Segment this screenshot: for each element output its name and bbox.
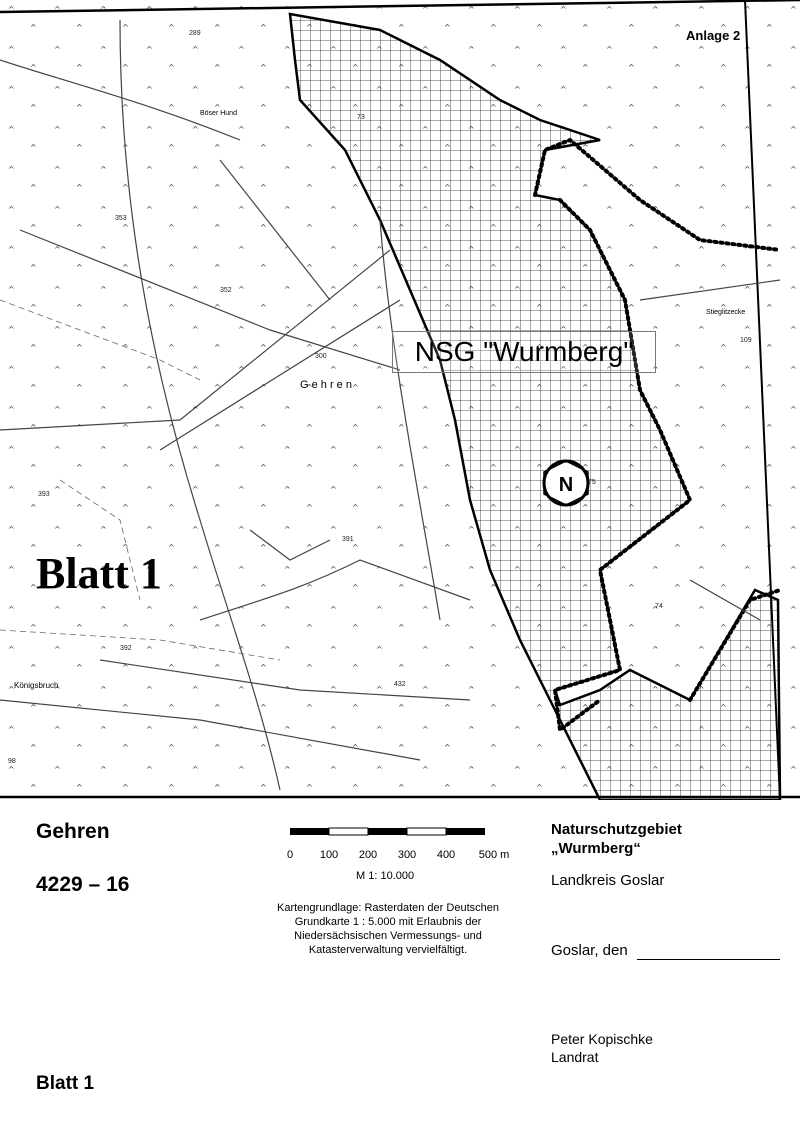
location-name: Gehren [36, 820, 110, 843]
sheet-label: Blatt 1 [36, 1073, 95, 1094]
elevation-label: 98 [8, 758, 16, 765]
scale-tick: 100 [319, 849, 339, 861]
nsg-title-line2: „Wurmberg“ [551, 840, 641, 857]
source-note: Kartengrundlage: Rasterdaten der Deutschen Grundkarte 1 : 5.000 mit Erlaubnis der Niedersächsischen Vermessungs- und Katasterverwaltung vervielfältigt. [277, 902, 499, 956]
elevation-label: 353 [115, 215, 127, 222]
elevation-label: 75 [588, 479, 596, 486]
elevation-label: 393 [38, 491, 50, 498]
sheet-number: 4229 – 16 [36, 873, 130, 896]
signature-line [637, 959, 780, 960]
scale-tick: 400 [436, 849, 456, 861]
signatory-title: Landrat [551, 1049, 599, 1065]
nsg-title [551, 820, 682, 858]
scale-tick: 200 [358, 849, 378, 861]
elevation-label: 300 [315, 353, 327, 360]
place-boeser-hund: Böser Hund [200, 110, 237, 117]
elevation-label: 73 [357, 114, 365, 121]
elevation-label: 352 [220, 287, 232, 294]
district: Landkreis Goslar [551, 872, 665, 889]
signatory [551, 1030, 653, 1066]
place-date: Goslar, den [551, 942, 628, 959]
place-koenigsbruch: Königsbruch [14, 681, 59, 690]
elevation-label: 289 [189, 30, 201, 37]
annex-label: Anlage 2 [686, 28, 741, 43]
scale-tick: 0 [286, 849, 294, 861]
scale-tick: 500 m [478, 849, 510, 861]
place-stieglitzecke: Stieglitzecke [706, 309, 746, 316]
nsg-map-label: NSG "Wurmberg" [392, 331, 656, 373]
elevation-label: 432 [394, 681, 406, 688]
north-symbol-letter: N [558, 474, 574, 496]
scale-ratio: M 1: 10.000 [356, 870, 415, 882]
sheet-overlay-label: Blatt 1 [36, 549, 162, 598]
scale-tick: 300 [397, 849, 417, 861]
elevation-label: 74 [655, 603, 663, 610]
elevation-label: 391 [342, 536, 354, 543]
nsg-title-line1: Naturschutzgebiet [551, 821, 682, 838]
place-gehren: G e h r e n [300, 379, 352, 391]
elevation-label: 109 [740, 337, 752, 344]
signatory-name: Peter Kopischke [551, 1031, 653, 1047]
scale-bar [286, 826, 490, 840]
elevation-label: 392 [120, 645, 132, 652]
